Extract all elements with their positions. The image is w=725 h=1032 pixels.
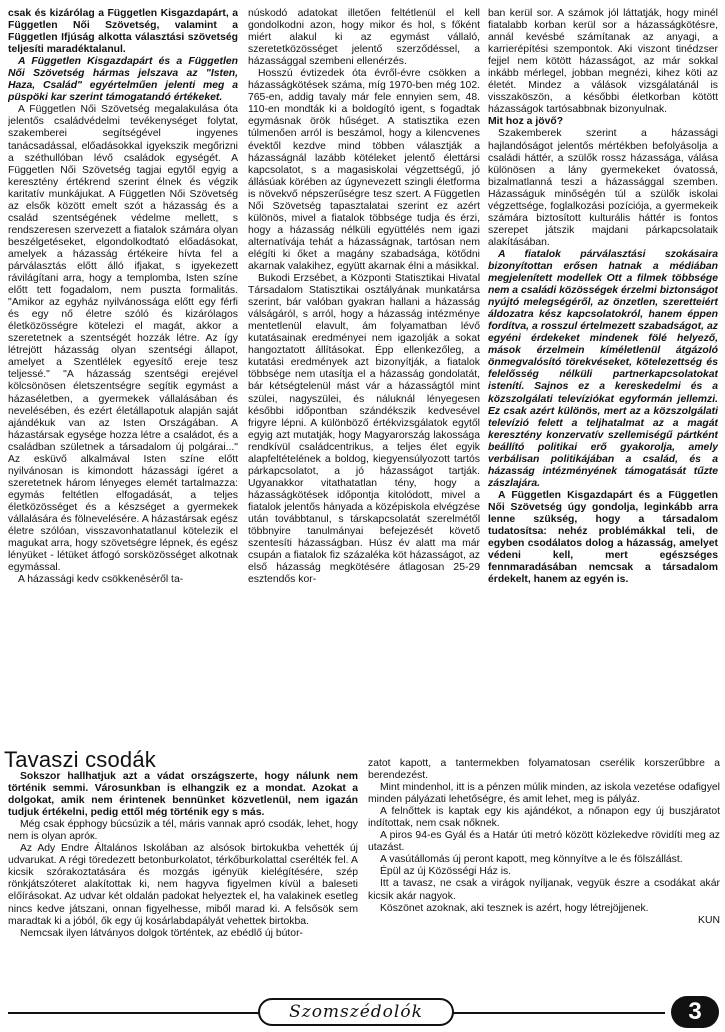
paragraph: A Független Kisgazdapárt és a Független Női Szövetség hármas jelszava az "Isten, Haza, Család" egyértelműen jelenti meg a püspöki kar szerint támogatandó értékeket.: [8, 56, 238, 104]
paragraph: Mint mindenhol, itt is a pénzen múlik minden, az iskola vezetése odafigyel minden pályázati lehetőségre, és amit lehet, meg is pályáz.: [368, 782, 720, 806]
paragraph: Épül az új Közösségi Ház is.: [380, 866, 512, 878]
article-column-2: [248, 8, 480, 746]
tavaszi-column-2: [368, 758, 720, 990]
paragraph: A vasútállomás új peront kapott, meg könnyítve a le és fölszállást.: [380, 854, 683, 866]
paragraph: zatot kapott, a tantermekben folyamatosan cserélik korszerűbbre a berendezést.: [368, 758, 720, 782]
paragraph: csak és kizárólag a Független Kisgazdapárt, a Független Női Szövetség, valamint a Független Ifjúság alkotta választási szövetség teljesíti maradéktalanul.: [8, 8, 238, 56]
paragraph: KUN: [698, 914, 720, 926]
article-column-3: [488, 8, 718, 746]
paragraph: Bukodi Erzsébet, a Központi Statisztikai Hivatal Társadalom Statisztikai osztályának munkatársa szerint, bár valóban gyakran hallani a házasság válságáról, s arról, hogy a házasság intézménye mentetlenül elavult, ám folyamatban lévő kutatásainak eredményei nem igazolják a sokat hangoztatott állításokat. Épp ellenkezőleg, a kutatási eredmények azt bizonyítják, a fiatalok többsége nem utasítja el a házasság gondolatát, bár kétségtelenül mást vár a házasságtól mint szülei, nagyszülei, és náluknál lényegesen későbbi időpontban szándékszik kedvesével frigyre lépni. A különböző értékvizsgálatok egytől egyig azt mutatják, hogy Magyarország lakossága rendkívül családcentrikus, a teljes élet egyik alapfeltételének a boldog, kiegyensúlyozott tartós párkapcsolatot, a jó házasságot tartják. Ugyanakkor vitathatatlan tény, hogy a házasságkötések időpontja kitolódott, mivel a fiatalok jelentős hányada a középiskola elvégzése után továbbtanul, s társkapcsolatát szerelmétől többnyire tanulmányai befejezését követő szentesíti házasságban. Húsz év alatt ma már csupán a fiatalok fiz százaléka köt házasságot, az első házasság megkötésére átlagosan 25-29 esztendős kor-: [248, 273, 480, 586]
paragraph: Még csak épphogy búcsúzik a tél, máris vannak apró csodák, lehet, hogy nem is olyan apróк.: [8, 819, 358, 843]
footer-banner: [258, 998, 454, 1026]
paragraph: Köszönet azoknak, aki tesznek is azért, hogy létrejöjjenek.: [380, 902, 649, 914]
paragraph: ban kerül sor. A számok jól láttatják, hogy minél fiatalabb korban kerül sor a házasságkötésre, annál kevésbé számítanak az anyagi, a karrierépítési szempontok. Aki viszont tinédzser fejjel nem kötött házasságot, az már sokkal inkább mérlegel, jobban megnézi, kihez köti az életét. Mindez a válások vizsgálatánál is visszaköszön, a későbbi életkorban kötött házasságok tartósabbnak bizonyulnak.: [488, 8, 718, 116]
article-column-1: [8, 8, 238, 746]
paragraph: A felnőttek is kaptak egy kis ajándékot, a nőnapon egy új buszjáratot indítottak, nem csak nőknek.: [368, 806, 720, 830]
paragraph: A fiatalok párválasztási szokásaira bizonyítottan erősen hatnak a médiában megjelenített modellek Ott a filmek többsége nem a családi közösségek érzelmi biztonságot nyújtó melegségéről, az önzetlen, szeretteiért áldozatra kész kapcsolatokról, hanem éppen fordítva, a rosszul értelmezett szabadságot, az egyéni érdekeket mindenek fölé helyező, mások érzelmein kíméletlenül átgázoló önmegvalósító törekvéseket, kötelezettség és felelősség nélküli partnerkapcsolatokat istenítí. Sajnos ez a kereskedelmi és a közszolgálati televíziókat egyformán jellemzi. Ez csak azért különös, mert az a közszolgálati televízió felett a teljhatalmat az a magát keresztény konzervatív szellemiségű pártként beállító politikai erő gyakorolja, amely verbálisan politikájában a család, és a házasság intézményének támogatását tűzte zászlajára.: [488, 248, 718, 489]
paragraph: Mit hoz a jövő?: [488, 116, 564, 128]
page-footer: [0, 994, 725, 1032]
paragraph: A Független Női Szövetség megalakulása óta jelentős családvédelmi tevékenységet folytat, szakemberei segítségével ingyenes tanácsadással, előadásokkal igyekszik megőrizni a széthullóban lévő családok egységét. A Független Női Szövetség tagjai egytől egyig a keresztény értékrend szerint élnek és végzik karitatív munkájukat. A Független Női Szövetség az elsők között emelt szót a házasság és a család szentségének védelme mellett, s rendszeresen szervezett a fiatalok számára olyan beszélgetéseket, elgondolkodtató előadásokat, amelyek a házasság értékeire hívta fel a párválasztás előtt álló ifjakat, s igyekezett rávilágítani arra, hogy a templomba, Isten színe előtt tett fogadalom, nem puszta formalitás. "Amikor az egyház nyilvánossága előtt egy férfi és egy nő életre szóló és kizárólagos életközösségre kötelezi el magát, akkor a szeretetnek a szentségét hozzák létre. Az így létrejött házasság olyan szentségi állapot, amelyet a Szentlélek egyesítő ereje tesz teljessé." "A házasság szentségi erejével kölcsönösen életszentségre segítik egymást a házaséletben, a gyermekek vállalásában és nevelésében, és ezért életállapotuk alapján saját ajándékuk van az Isten Országában. A házastársak egysége hozza létre a családot, és a családban születnek a társadalom új polgárai..." Az esküvő alkalmával Isten színe előtt nyilvánosan is kimondott házassági ígéret a szeretetnek három lényeges elemét tartalmazza: egymás feltétlen elfogadását, a teljes életközösséget és a készséget a gyermekek vállalására és fölnevelésére. A házastársak egész életre szólóan, visszavonhatatlanul kötelezik el magukat arra, hogy szövetségre lépnek, és egész lényüket - létüket átfogó sorsközösséget alkotnak egymással.: [8, 104, 238, 574]
paragraph: Az Ady Endre Általános Iskolában az alsósok birtokukba vehették új udvarukat. A régi töredezett betonburkolatot, térkőburkolattal cserélték fel. A kicsik szórakoztatására és mozgás igényük kielégítésére, szép rönkjátszóteret alakítottak ki, nem hagyva figyelmen kívül a baleseti előírásokat. Az udvar két oldalán padokat helyeztek el, ha valakinek esetleg nincs kedve játszani, onnan figyelhesse, miből marad ki. A felsősök sem maradtak ki a jóból, ők egy új kosárlabdapályát vehettek birtokba.: [8, 843, 358, 927]
publication-name: Szomszédolók: [289, 1002, 423, 1022]
paragraph: A házassági kedv csökkenéséről ta-: [18, 574, 184, 586]
paragraph: A piros 94-es Gyál és a Határ úti metró között közlekedve rövidíti meg az utazást.: [368, 830, 720, 854]
paragraph: Hosszú évtizedek óta évről-évre csökken a házasságkötések száma, míg 1970-ben még 102. 765-en, addig tavaly már fele ennyien sem, 48. 110-en mondták ki a boldogító igent, s fogadtak egymásnak örök hűséget. A statisztika ezen túlmenően arról is beszámol, hogy a kilencvenes évektől kezdve mind többen választják a házasságnál lazább kötéleket jelentő élettársi kapcsolatot, s a magasiskolai végzettségű, jó állásúak körében az úgynevezett szingli életforma is növekvő népszerűségre tesz szert. A Független Női Szövetség tapasztalatai szerint ez azért különös, mivel a fiatalok többsége tudja és érzi, hogy a házasság nélküli együttélés nem igazi alternatívája tehát a házasságnak, tartósan nem elégíti ki őket a magány szabadsága, kötődni akarnak valakihez, együtt akarnak élni a másikkal.: [248, 68, 480, 272]
article-title-tavaszi-csodak: Tavaszi csodák: [4, 747, 156, 772]
page-number-badge: [671, 996, 719, 1028]
page-number: 3: [688, 998, 702, 1025]
paragraph: núskodó adatokat illetően feltétlenül el kell gondolkodni azon, hogy mikor és hol, s főként miért alakul ki az egymást vállaló, szeretetközösséget jelentő szerződéssel, a házassággal szembeni ellenérzés.: [248, 8, 480, 68]
paragraph: Szakemberek szerint a házassági hajlandóságot jelentős mértékben befolyásolja a családi háttér, a szülők rossz házassága, válása különösen a lány gyermekeket óvatossá, bizalmatlanná teszi a házassággal szemben. Házasságuk minőségén túl a szülők iskolai végzettsége, foglalkozási pozíciója, a gyermekeik számára biztosított kulturális háttér is fontos szerepet játszik majdani párkapcsolataik alakításában.: [488, 128, 718, 248]
paragraph: A Független Kisgazdapárt és a Független Női Szövetség úgy gondolja, leginkább arra lenne szükség, hogy a társadalom tudatosítsa: nehéz problémákkal teli, de egyben csodálatos dolog a házasság, amelyet védeni kell, mert egészséges fennmaradásában nemcsak a társadalom érdekelt, hanem az egyén is.: [488, 489, 718, 586]
paragraph: Nemcsak ilyen látványos dolgok történtek, az ebédlő új bútor-: [20, 927, 304, 939]
tavaszi-column-1: [8, 771, 358, 991]
paragraph: Sokszor hallhatjuk azt a vádat országszerte, hogy nálunk nem történik semmi. Városunkban is elhangzik ez a mondat. Azokat a dolgokat, amik nem érintenek bennünket közvetlenül, nem igazán tudjuk értékelni, pedig ettől még történik egy s más.: [8, 771, 358, 819]
paragraph: Itt a tavasz, ne csak a virágok nyíljanak, vegyük észre a csodákat akár kicsik akár nagyok.: [368, 878, 720, 902]
